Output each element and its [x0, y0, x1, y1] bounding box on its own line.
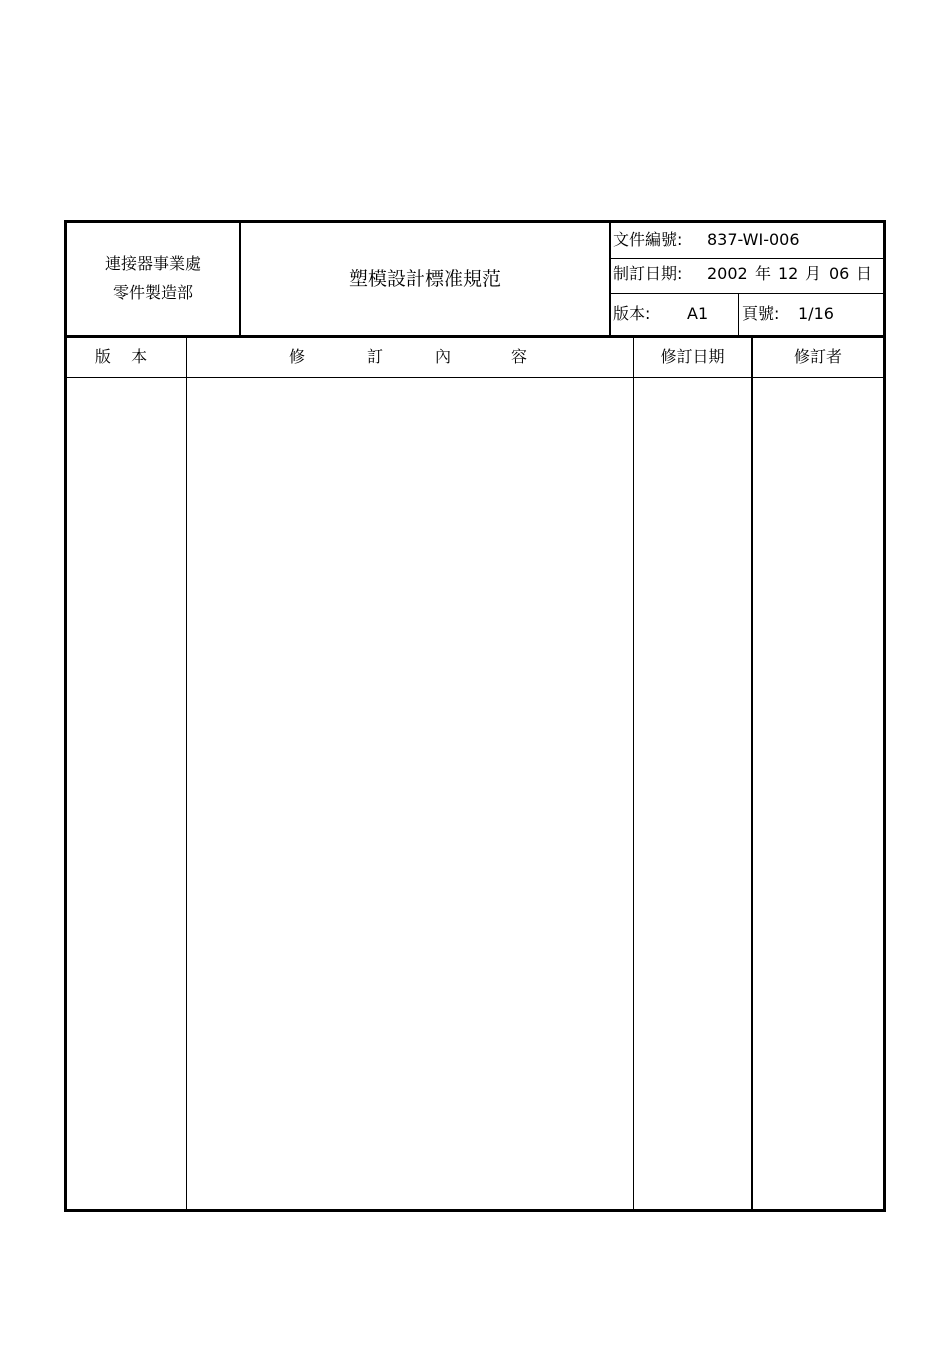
doc-number-label: 文件編號: [613, 230, 683, 249]
date-month-unit: 月 [805, 264, 822, 283]
document-title: 塑模設計標准規范 [348, 268, 501, 290]
header-bottom-rule [67, 335, 883, 338]
revision-col-content-char-1: 修 [289, 347, 306, 366]
department-line-2: 零件製造部 [112, 283, 193, 302]
revision-col-author: 修訂者 [793, 347, 842, 366]
date-day-unit: 日 [856, 264, 873, 283]
date-year-unit: 年 [755, 264, 772, 283]
date-month: 12 [778, 264, 799, 283]
revision-col-content-char-2: 訂 [367, 347, 384, 366]
revision-col-divider-1 [186, 338, 187, 1209]
version-value: A1 [687, 304, 709, 323]
revision-col-content-char-3: 內 [435, 347, 452, 366]
page-value: 1/16 [798, 304, 834, 323]
revision-col-divider-3 [751, 338, 753, 1209]
doc-number-value: 837-WI-006 [707, 230, 800, 249]
info-version-page-divider [738, 293, 739, 335]
revision-header-rule [67, 377, 883, 378]
date-year: 2002 [707, 264, 748, 283]
revision-col-divider-2 [633, 338, 634, 1209]
revision-col-content-char-4: 容 [511, 347, 528, 366]
date-day: 06 [829, 264, 850, 283]
page-label: 頁號: [742, 304, 780, 323]
info-row-rule-1 [609, 258, 883, 259]
revision-col-version: 版 本 [94, 347, 148, 366]
document-frame [64, 220, 886, 1212]
date-label: 制訂日期: [613, 264, 683, 283]
header-divider-2 [609, 223, 611, 335]
revision-col-date: 修訂日期 [660, 347, 725, 366]
info-row-rule-2 [609, 293, 883, 294]
version-label: 版本: [613, 304, 651, 323]
department-line-1: 連接器事業處 [104, 254, 201, 273]
